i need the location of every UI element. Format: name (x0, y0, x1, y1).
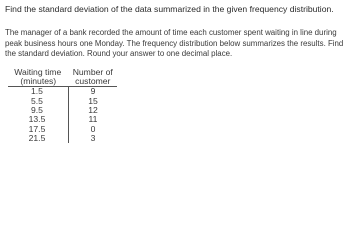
table-row (8, 106, 117, 115)
column-subheader-minutes: (minutes) (8, 77, 69, 87)
question-text: Find the standard deviation of the data summarized in the given frequency distribution. (5, 4, 334, 14)
problem-line: peak business hours one Monday. The frequency distribution below summarizes the results. Find (5, 38, 344, 48)
waiting-time-cell: 1.5 (8, 87, 69, 97)
customer-count-cell: 15 (88, 95, 98, 106)
customer-count-cell: 0 (90, 123, 96, 134)
waiting-time-cell: 9.5 (8, 106, 69, 115)
customer-count-cell: 3 (90, 133, 96, 144)
frequency-table (8, 68, 117, 143)
column-subheader-customer: customer (69, 77, 118, 87)
customer-count-cell: 11 (88, 114, 98, 125)
column-header-number-of: Number of (72, 67, 113, 77)
table-row (8, 115, 117, 124)
waiting-time-cell: 5.5 (8, 96, 69, 105)
waiting-time-cell: 21.5 (8, 134, 69, 143)
column-header-waiting-time: Waiting time (14, 67, 62, 77)
table-subheader-row (8, 77, 117, 87)
table-row (8, 96, 117, 105)
problem-line: The manager of a bank recorded the amount of time each customer spent waiting in line during (5, 28, 337, 37)
table-row (8, 134, 117, 143)
table-row (8, 125, 117, 134)
customer-count-cell: 12 (88, 104, 98, 115)
waiting-time-cell: 13.5 (8, 115, 69, 124)
problem-statement (5, 28, 347, 60)
customer-count-cell: 9 (90, 86, 96, 97)
table-row (8, 87, 117, 97)
problem-line: the standard deviation. Round your answer to one decimal place. (5, 49, 233, 59)
waiting-time-cell: 17.5 (8, 125, 69, 134)
